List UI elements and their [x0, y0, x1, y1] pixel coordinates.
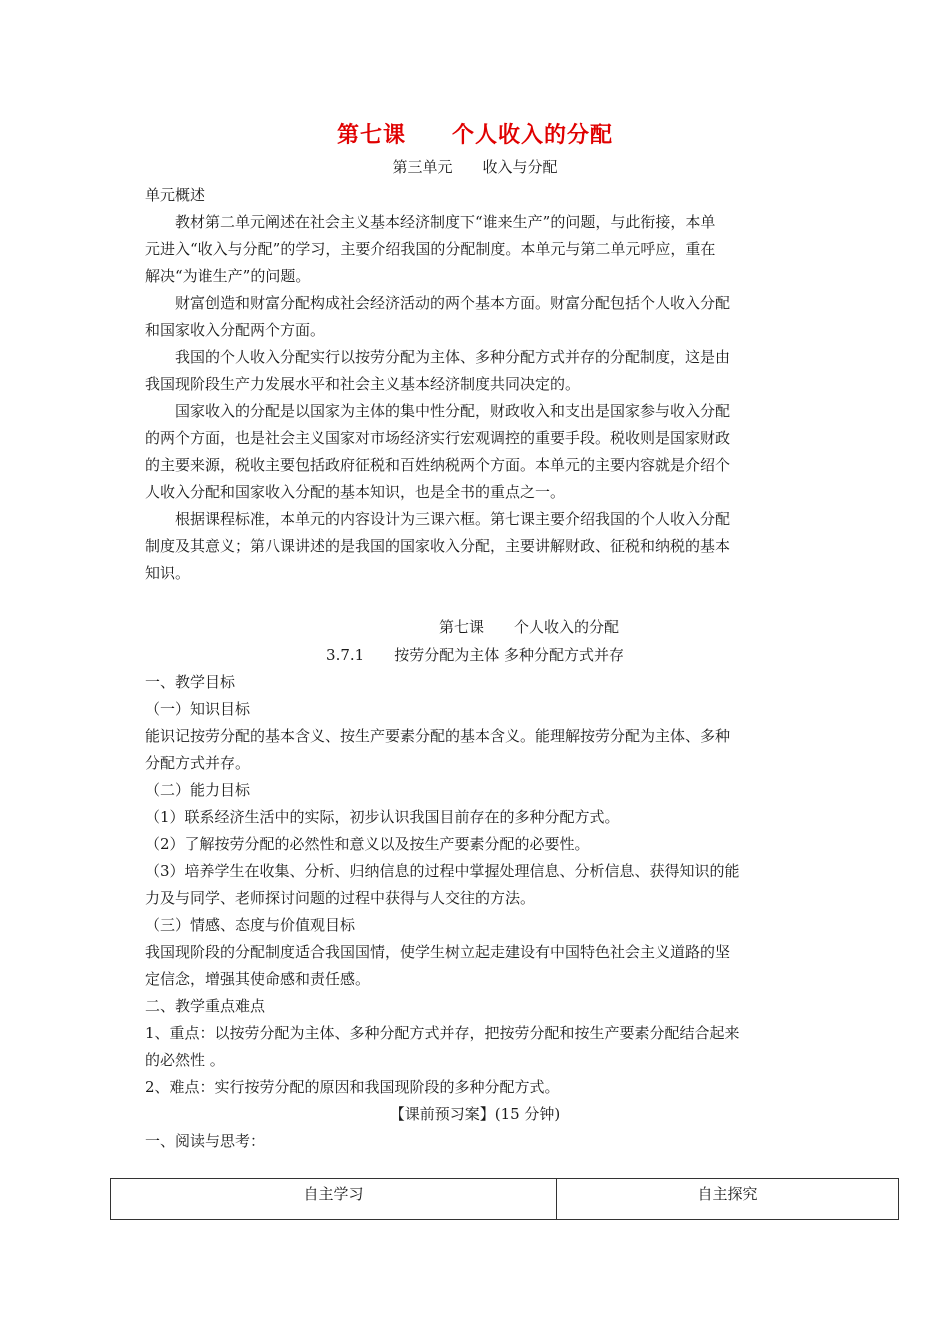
table-header-self-study: 自主学习	[111, 1179, 557, 1220]
knowledge-line: 能识记按劳分配的基本含义、按生产要素分配的基本含义。能理解按劳分配为主体、多种	[145, 727, 731, 745]
overview-p4-line: 的主要来源，税收主要包括政府征税和百姓纳税两个方面。本单元的主要内容就是介绍个	[145, 456, 731, 474]
ability-heading: （二）能力目标	[145, 781, 251, 799]
preview-heading: 【课前预习案】(15 分钟)	[389, 1105, 561, 1123]
focus-line: 1、重点：以按劳分配为主体、多种分配方式并存，把按劳分配和按生产要素分配结合起来	[145, 1024, 740, 1042]
knowledge-heading: （一）知识目标	[145, 700, 251, 718]
overview-p1-line: 元进入“收入与分配”的学习，主要介绍我国的分配制度。本单元与第二单元呼应，重在	[145, 240, 716, 258]
ability-item-1: （1）联系经济生活中的实际，初步认识我国目前存在的多种分配方式。	[145, 808, 620, 826]
difficulty-line: 2、难点：实行按劳分配的原因和我国现阶段的多种分配方式。	[145, 1078, 560, 1096]
overview-p4-line: 人收入分配和国家收入分配的基本知识，也是全书的重点之一。	[145, 483, 566, 501]
overview-p1-line: 解决“为谁生产”的问题。	[145, 267, 311, 285]
overview-heading: 单元概述	[145, 186, 206, 204]
goals-heading: 一、教学目标	[145, 673, 236, 691]
page-title: 第七课 个人收入的分配	[336, 123, 613, 148]
table-header-self-explore: 自主探究	[557, 1179, 899, 1220]
emotion-heading: （三）情感、态度与价值观目标	[145, 916, 356, 934]
overview-p5-line: 知识。	[145, 564, 191, 582]
reading-heading: 一、阅读与思考：	[145, 1132, 266, 1150]
section-heading: 3.7.1 按劳分配为主体 多种分配方式并存	[326, 646, 624, 664]
overview-p4-line: 国家收入的分配是以国家为主体的集中性分配，财政收入和支出是国家参与收入分配	[175, 402, 731, 420]
lesson-heading: 第七课 个人收入的分配	[438, 618, 619, 636]
overview-p4-line: 的两个方面，也是社会主义国家对市场经济实行宏观调控的重要手段。税收则是国家财政	[145, 429, 731, 447]
overview-p2-line: 财富创造和财富分配构成社会经济活动的两个基本方面。财富分配包括个人收入分配	[175, 294, 731, 312]
overview-p3-line: 我国现阶段生产力发展水平和社会主义基本经济制度共同决定的。	[145, 375, 581, 393]
key-points-heading: 二、教学重点难点	[145, 997, 266, 1015]
overview-p2-line: 和国家收入分配两个方面。	[145, 321, 326, 339]
focus-line: 的必然性 。	[145, 1051, 225, 1069]
emotion-line: 定信念，增强其使命感和责任感。	[145, 970, 371, 988]
knowledge-line: 分配方式并存。	[145, 754, 251, 772]
ability-item-2: （2）了解按劳分配的必然性和意义以及按生产要素分配的必要性。	[145, 835, 590, 853]
unit-subtitle: 第三单元 收入与分配	[392, 158, 558, 176]
overview-p1-line: 教材第二单元阐述在社会主义基本经济制度下“谁来生产”的问题，与此衔接，本单	[175, 213, 716, 231]
ability-item-3: 力及与同学、老师探讨问题的过程中获得与人交往的方法。	[145, 889, 536, 907]
overview-p5-line: 根据课程标准，本单元的内容设计为三课六框。第七课主要介绍我国的个人收入分配	[175, 510, 731, 528]
overview-p3-line: 我国的个人收入分配实行以按劳分配为主体、多种分配方式并存的分配制度，这是由	[175, 348, 731, 366]
overview-p5-line: 制度及其意义；第八课讲述的是我国的国家收入分配，主要讲解财政、征税和纳税的基本	[145, 537, 731, 555]
table-row	[111, 1179, 899, 1220]
emotion-line: 我国现阶段的分配制度适合我国国情，使学生树立起走建设有中国特色社会主义道路的坚	[145, 943, 731, 961]
study-table	[110, 1178, 899, 1220]
ability-item-3: （3）培养学生在收集、分析、归纳信息的过程中掌握处理信息、分析信息、获得知识的能	[145, 862, 740, 880]
